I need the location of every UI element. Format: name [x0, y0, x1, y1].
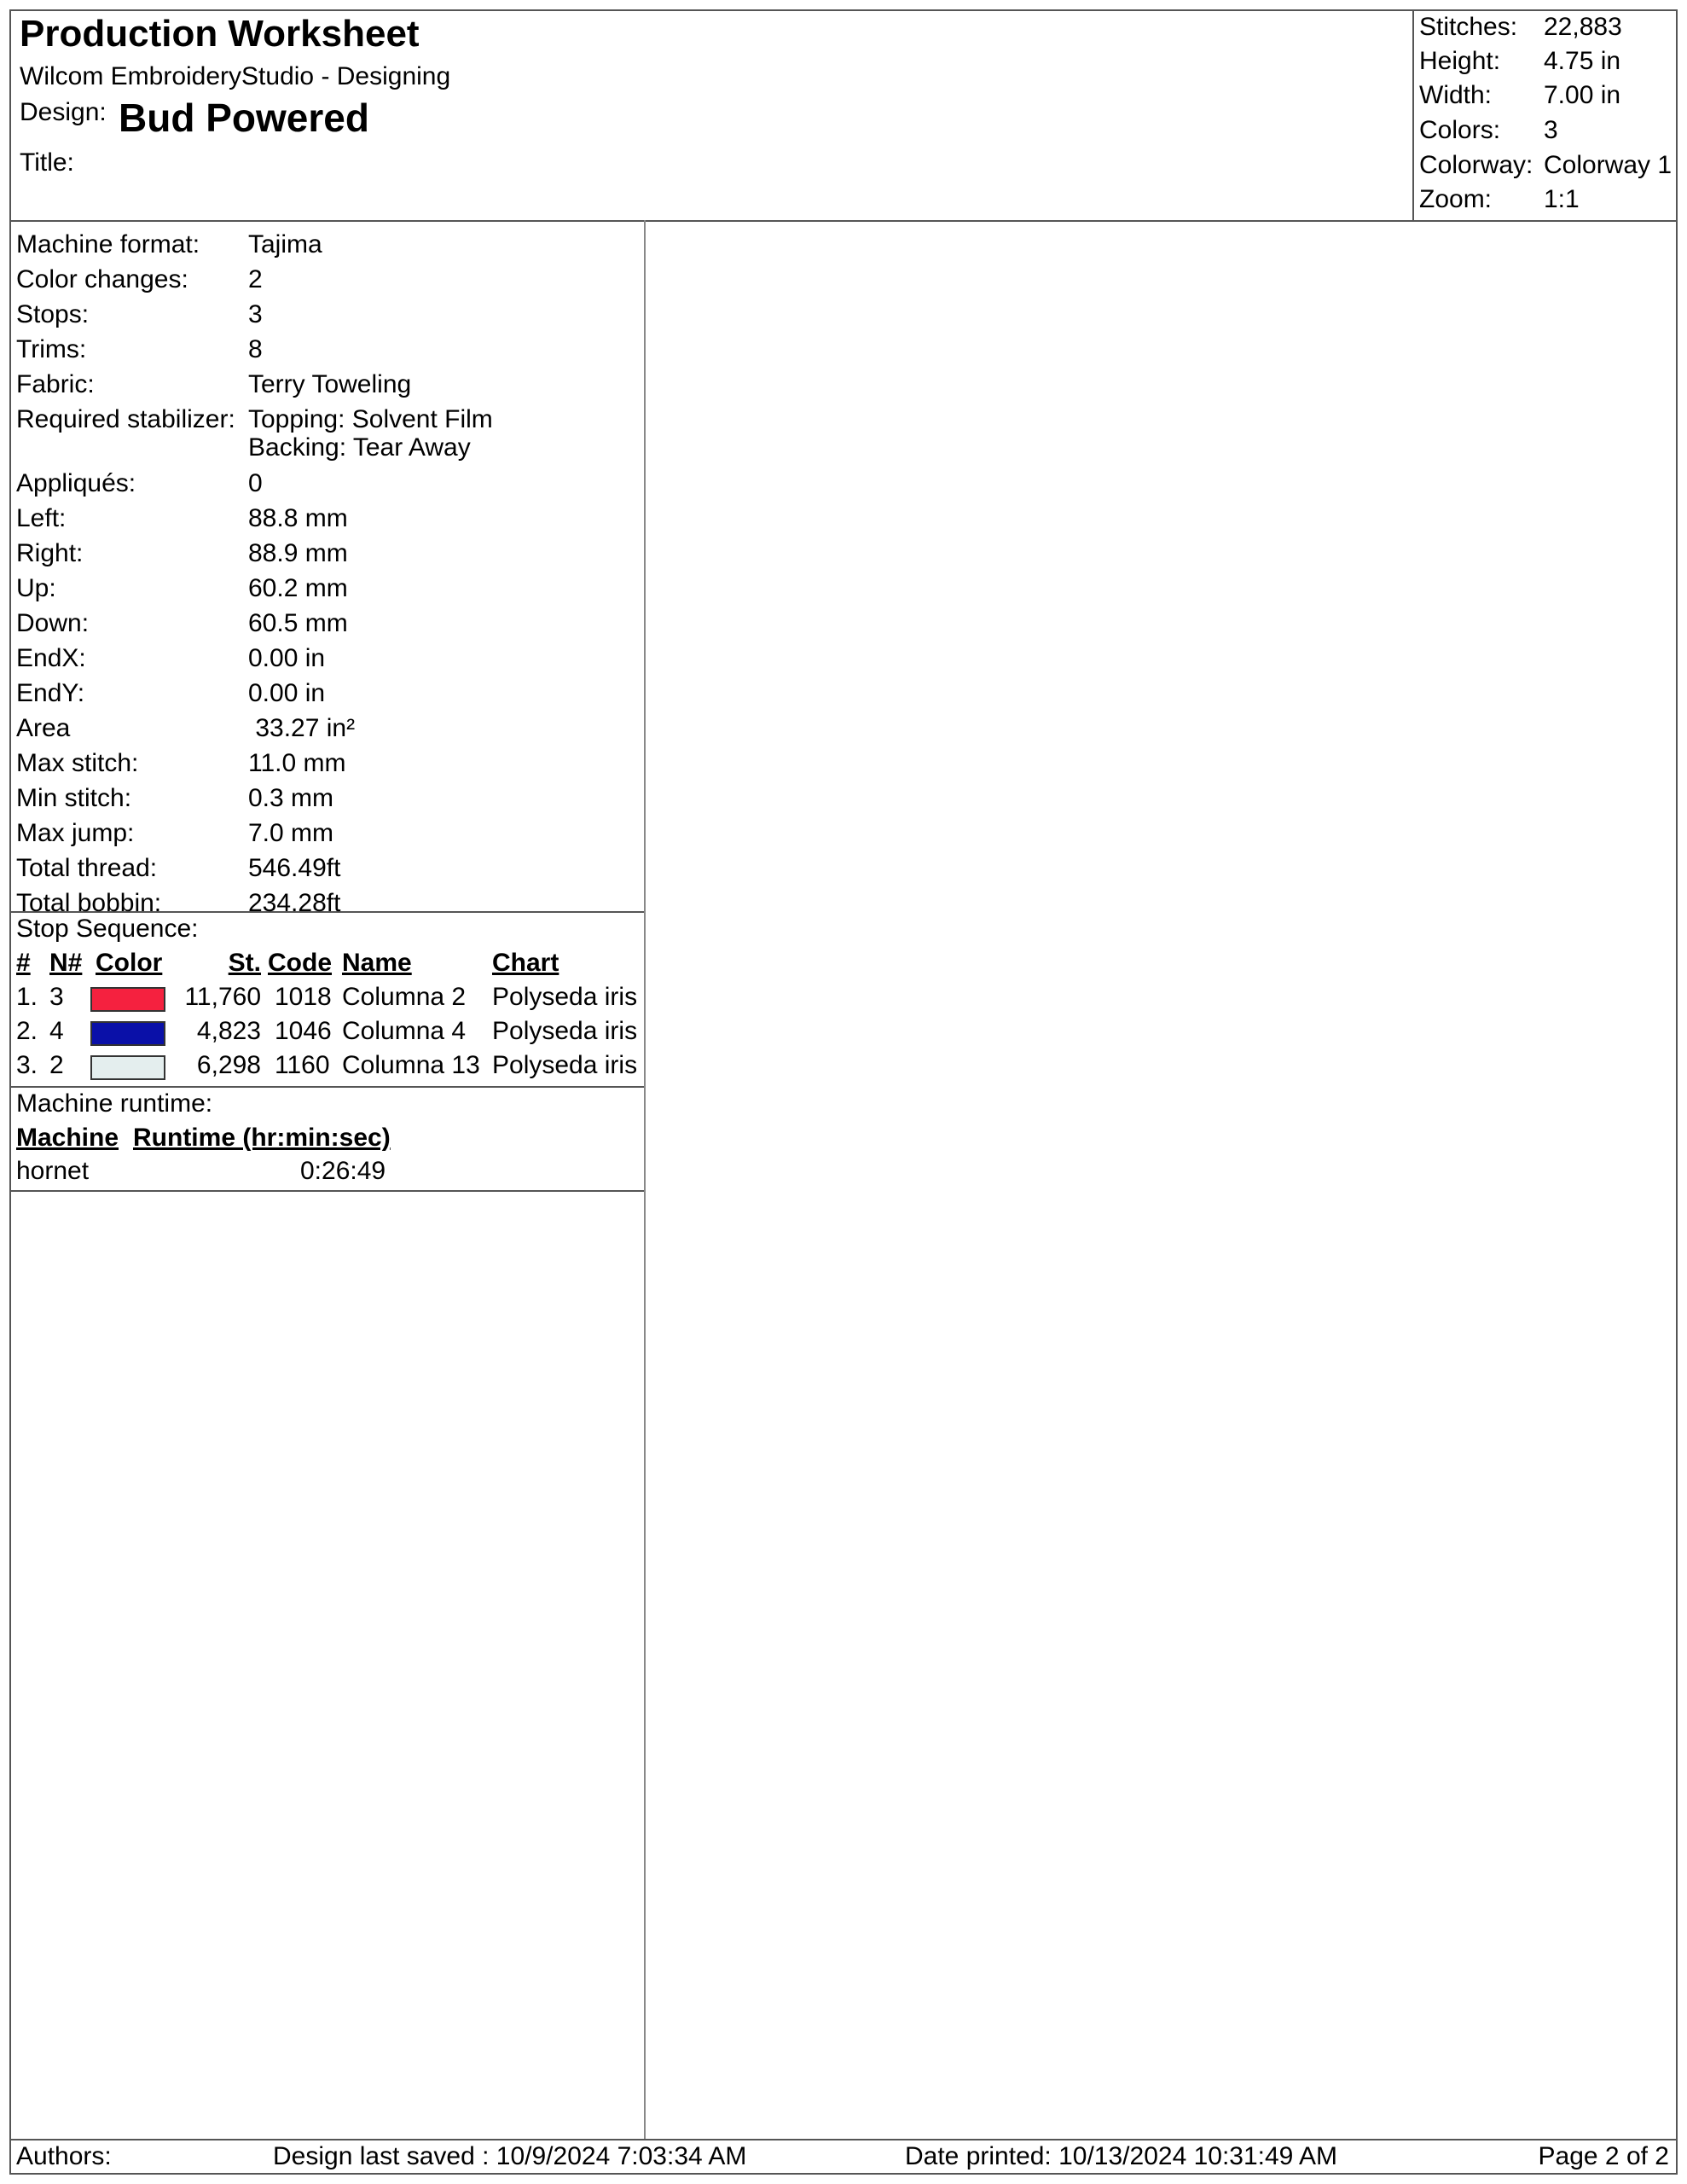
column-header-stitches: St. — [228, 949, 261, 977]
needle-number: 2 — [49, 1051, 64, 1079]
machine-name: hornet — [16, 1157, 90, 1185]
column-header-number: # — [16, 949, 31, 977]
worksheet-page — [9, 9, 1678, 2175]
authors-label: Authors: — [16, 2142, 112, 2170]
column-header-needle: N# — [49, 949, 83, 977]
page-number: Page 2 of 2 — [1538, 2142, 1669, 2170]
column-header-color: Color — [96, 949, 163, 977]
property-value: 60.5 mm — [248, 609, 348, 637]
page-title: Production Worksheet — [20, 13, 420, 55]
property-value-second-line: Backing: Tear Away — [248, 433, 471, 462]
column-header-machine: Machine — [16, 1124, 119, 1152]
summary-value: 4.75 in — [1544, 47, 1621, 75]
property-label: Area — [16, 714, 71, 742]
column-header-code: Code — [268, 949, 332, 977]
property-label: Min stitch: — [16, 784, 132, 812]
thread-code: 1018 — [275, 983, 332, 1011]
stitch-count: 4,823 — [196, 1017, 261, 1045]
table-row — [11, 983, 644, 1017]
stitch-count: 11,760 — [184, 983, 261, 1011]
column-header-chart: Chart — [492, 949, 559, 977]
summary-label: Colorway: — [1419, 151, 1533, 179]
info-column — [11, 220, 646, 2139]
stitch-count: 6,298 — [196, 1051, 261, 1079]
stop-sequence-caption: Stop Sequence: — [16, 915, 199, 943]
summary-label: Height: — [1419, 47, 1501, 75]
stop-number: 2. — [16, 1017, 38, 1045]
summary-value: 1:1 — [1544, 185, 1580, 213]
thread-chart: Polyseda iris — [492, 983, 638, 1011]
property-label: Max stitch: — [16, 749, 139, 777]
summary-label: Colors: — [1419, 116, 1501, 144]
design-summary — [1412, 11, 1678, 220]
color-swatch — [90, 1055, 165, 1080]
worksheet-footer — [11, 2139, 1676, 2175]
needle-number: 3 — [49, 983, 64, 1011]
property-label: EndX: — [16, 644, 86, 672]
property-label: Down: — [16, 609, 90, 637]
stop-sequence-table — [11, 913, 644, 1088]
thread-chart: Polyseda iris — [492, 1017, 638, 1045]
property-value: 234.28ft — [248, 889, 341, 917]
column-header-runtime: Runtime (hr:min:sec) — [133, 1124, 391, 1152]
property-label: Total thread: — [16, 854, 158, 882]
property-value: 88.9 mm — [248, 539, 348, 567]
thread-name: Columna 4 — [342, 1017, 467, 1045]
thread-name: Columna 13 — [342, 1051, 480, 1079]
thread-name: Columna 2 — [342, 983, 467, 1011]
property-label: Fabric: — [16, 370, 95, 398]
worksheet-header — [11, 11, 1676, 222]
design-last-saved: Design last saved : 10/9/2024 7:03:34 AM — [273, 2142, 747, 2170]
machine-runtime-caption: Machine runtime: — [16, 1089, 213, 1118]
property-label: Up: — [16, 574, 56, 602]
property-label: Max jump: — [16, 819, 135, 847]
summary-label: Width: — [1419, 81, 1493, 109]
property-value: 88.8 mm — [248, 504, 348, 532]
thread-code: 1160 — [275, 1051, 330, 1079]
property-value: 33.27 in² — [248, 714, 356, 742]
color-swatch — [90, 987, 165, 1012]
property-value: 7.0 mm — [248, 819, 334, 847]
property-value: 0.00 in — [248, 644, 326, 672]
summary-value: 22,883 — [1544, 13, 1622, 41]
property-value: 0.3 mm — [248, 784, 334, 812]
property-label: Trims: — [16, 335, 87, 363]
color-swatch — [90, 1021, 165, 1046]
column-header-name: Name — [342, 949, 412, 977]
property-value: 0 — [248, 469, 263, 497]
property-label: Total bobbin: — [16, 889, 162, 917]
runtime-value: 0:26:49 — [300, 1157, 386, 1185]
table-row — [11, 1051, 644, 1085]
summary-value: 7.00 in — [1544, 81, 1621, 109]
summary-value: Colorway 1 — [1544, 151, 1673, 179]
design-label: Design: — [20, 98, 107, 126]
design-name: Bud Powered — [119, 96, 369, 140]
property-label: EndY: — [16, 679, 85, 707]
property-value: 8 — [248, 335, 263, 363]
design-properties — [11, 220, 644, 917]
property-value: Topping: Solvent Film — [248, 405, 493, 433]
property-value: 3 — [248, 300, 263, 328]
property-value: 0.00 in — [248, 679, 326, 707]
property-value: Tajima — [248, 230, 322, 258]
property-label: Appliqués: — [16, 469, 136, 497]
application-name: Wilcom EmbroideryStudio - Designing — [20, 62, 451, 90]
needle-number: 4 — [49, 1017, 64, 1045]
stop-number: 3. — [16, 1051, 38, 1079]
machine-runtime-table — [11, 1088, 644, 1192]
table-row — [11, 1017, 644, 1051]
property-label: Required stabilizer: — [16, 405, 235, 433]
summary-label: Zoom: — [1419, 185, 1493, 213]
property-value: 11.0 mm — [248, 749, 346, 777]
thread-code: 1046 — [275, 1017, 332, 1045]
property-label: Stops: — [16, 300, 90, 328]
property-value: Terry Toweling — [248, 370, 412, 398]
property-value: 546.49ft — [248, 854, 341, 882]
property-label: Left: — [16, 504, 67, 532]
summary-value: 3 — [1544, 116, 1558, 144]
thread-chart: Polyseda iris — [492, 1051, 638, 1079]
property-label: Machine format: — [16, 230, 200, 258]
summary-label: Stitches: — [1419, 13, 1518, 41]
property-value: 2 — [248, 265, 263, 293]
stop-number: 1. — [16, 983, 38, 1011]
title-label: Title: — [20, 148, 74, 177]
property-label: Right: — [16, 539, 84, 567]
property-value: 60.2 mm — [248, 574, 348, 602]
date-printed: Date printed: 10/13/2024 10:31:49 AM — [905, 2142, 1338, 2170]
property-label: Color changes: — [16, 265, 188, 293]
